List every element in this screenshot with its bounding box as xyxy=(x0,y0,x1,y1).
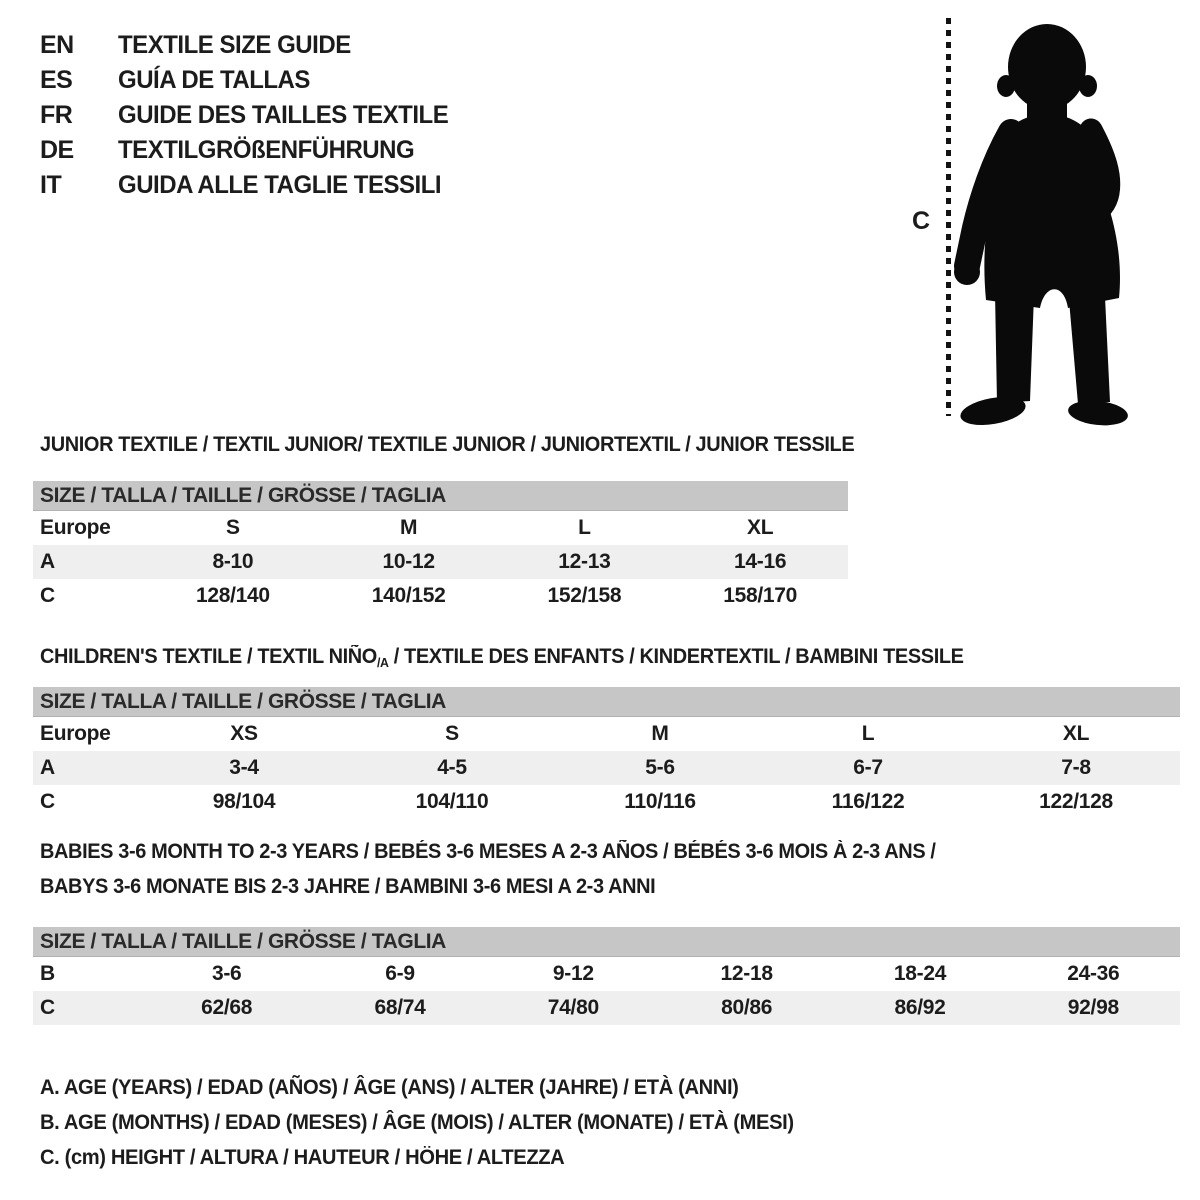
row-label: B xyxy=(40,962,55,985)
table-cell: XS xyxy=(230,722,258,745)
junior-section-heading: JUNIOR TEXTILE / TEXTIL JUNIOR/ TEXTILE JUNIOR / JUNIORTEXTIL / JUNIOR TESSILE xyxy=(40,433,855,456)
measure-legend xyxy=(40,1070,825,1175)
table-cell: 140/152 xyxy=(371,584,446,607)
row-label: C xyxy=(40,996,55,1019)
table-cell: 92/98 xyxy=(1067,996,1119,1019)
table-cell: 24-36 xyxy=(1067,962,1120,985)
table-cell: 104/110 xyxy=(415,790,489,813)
height-measure-label: C xyxy=(912,207,931,235)
language-code-it: IT xyxy=(40,171,62,199)
table-cell: M xyxy=(400,516,418,539)
guide-title-fr: GUIDE DES TAILLES TEXTILE xyxy=(118,101,449,129)
row-label: C xyxy=(40,584,55,607)
table-cell: 62/68 xyxy=(201,996,253,1019)
junior-size-table xyxy=(33,481,848,613)
table-cell: S xyxy=(445,722,459,745)
row-label: Europe xyxy=(40,516,111,539)
table-cell: XL xyxy=(1062,722,1090,745)
table-row xyxy=(33,545,848,579)
table-row xyxy=(33,957,1180,991)
guide-title-en: TEXTILE SIZE GUIDE xyxy=(118,31,351,59)
table-cell: 116/122 xyxy=(831,790,905,813)
table-cell: 9-12 xyxy=(552,962,594,985)
table-cell: 86/92 xyxy=(894,996,946,1019)
guide-title-de: TEXTILGRÖßENFÜHRUNG xyxy=(118,136,415,164)
children-heading-sub: /A xyxy=(376,655,389,670)
table-cell: 6-7 xyxy=(853,756,883,779)
legend-line-b: B. AGE (MONTHS) / EDAD (MESES) / ÂGE (MOIS) / ALTER (MONATE) / ETÀ (MESI) xyxy=(40,1111,794,1134)
language-title-list xyxy=(40,28,462,203)
language-code-en: EN xyxy=(40,31,74,59)
language-row-de xyxy=(40,133,462,168)
legend-line-c: C. (cm) HEIGHT / ALTURA / HAUTEUR / HÖHE / ALTEZZA xyxy=(40,1146,565,1169)
babies-section-heading-line2: BABYS 3-6 MONATE BIS 2-3 JAHRE / BAMBINI 3-6 MESI A 2-3 ANNI xyxy=(40,875,656,898)
table-cell: 74/80 xyxy=(547,996,599,1019)
table-cell: 4-5 xyxy=(437,756,467,779)
language-code-de: DE xyxy=(40,136,74,164)
height-figure xyxy=(880,0,1200,440)
table-cell: 12-13 xyxy=(558,550,611,573)
row-label: Europe xyxy=(40,722,111,745)
children-section-heading xyxy=(40,645,964,670)
language-code-es: ES xyxy=(40,66,73,94)
table-row xyxy=(33,579,848,613)
legend-line-a: A. AGE (YEARS) / EDAD (AÑOS) / ÂGE (ANS) / ALTER (JAHRE) / ETÀ (ANNI) xyxy=(40,1076,739,1099)
table-cell: 3-6 xyxy=(211,962,242,985)
table-cell: 80/86 xyxy=(721,996,773,1019)
table-row xyxy=(33,785,1180,819)
row-label: A xyxy=(40,550,55,573)
table-cell: 12-18 xyxy=(720,962,773,985)
table-cell: XL xyxy=(747,516,774,539)
junior-size-header-bar: SIZE / TALLA / TAILLE / GRÖSSE / TAGLIA xyxy=(33,481,848,511)
language-row-es xyxy=(40,63,462,98)
table-cell: 152/158 xyxy=(547,584,622,607)
children-size-header-bar: SIZE / TALLA / TAILLE / GRÖSSE / TAGLIA xyxy=(33,687,1180,717)
table-cell: 14-16 xyxy=(734,550,787,573)
row-label: A xyxy=(40,756,55,779)
row-label: C xyxy=(40,790,55,813)
table-cell: 98/104 xyxy=(212,790,276,813)
table-cell: L xyxy=(578,516,591,539)
table-cell: 68/74 xyxy=(374,996,426,1019)
toddler-silhouette xyxy=(880,10,1190,430)
babies-size-header-bar: SIZE / TALLA / TAILLE / GRÖSSE / TAGLIA xyxy=(33,927,1180,957)
children-heading-pre: CHILDREN'S TEXTILE / TEXTIL NIÑO xyxy=(40,645,377,668)
table-cell: 8-10 xyxy=(212,550,254,573)
children-size-table xyxy=(33,687,1180,819)
children-heading-post: / TEXTILE DES ENFANTS / KINDERTEXTIL / BAMBINI TESSILE xyxy=(388,645,964,668)
guide-title-es: GUÍA DE TALLAS xyxy=(118,66,310,94)
babies-size-table xyxy=(33,927,1180,1025)
language-row-fr xyxy=(40,98,462,133)
table-cell: 6-9 xyxy=(385,962,415,985)
table-cell: 5-6 xyxy=(645,756,675,779)
language-row-en xyxy=(40,28,462,63)
table-cell: 18-24 xyxy=(893,962,947,985)
table-row xyxy=(33,991,1180,1025)
table-cell: 7-8 xyxy=(1061,756,1091,779)
table-cell: 158/170 xyxy=(723,584,798,607)
table-cell: M xyxy=(651,722,669,745)
table-cell: 3-4 xyxy=(229,756,259,779)
table-cell: 122/128 xyxy=(1039,790,1113,813)
language-code-fr: FR xyxy=(40,101,73,129)
table-cell: 128/140 xyxy=(195,584,270,607)
table-row xyxy=(33,511,848,545)
table-row xyxy=(33,751,1180,785)
guide-title-it: GUIDA ALLE TAGLIE TESSILI xyxy=(118,171,442,199)
babies-section-heading-line1: BABIES 3-6 MONTH TO 2-3 YEARS / BEBÉS 3-6 MESES A 2-3 AÑOS / BÉBÉS 3-6 MOIS À 2-3 ANS / xyxy=(40,840,936,863)
table-row xyxy=(33,717,1180,751)
language-row-it xyxy=(40,168,462,203)
table-cell: L xyxy=(861,722,875,745)
table-cell: 110/116 xyxy=(624,790,696,813)
table-cell: 10-12 xyxy=(382,550,435,573)
table-cell: S xyxy=(226,516,240,539)
